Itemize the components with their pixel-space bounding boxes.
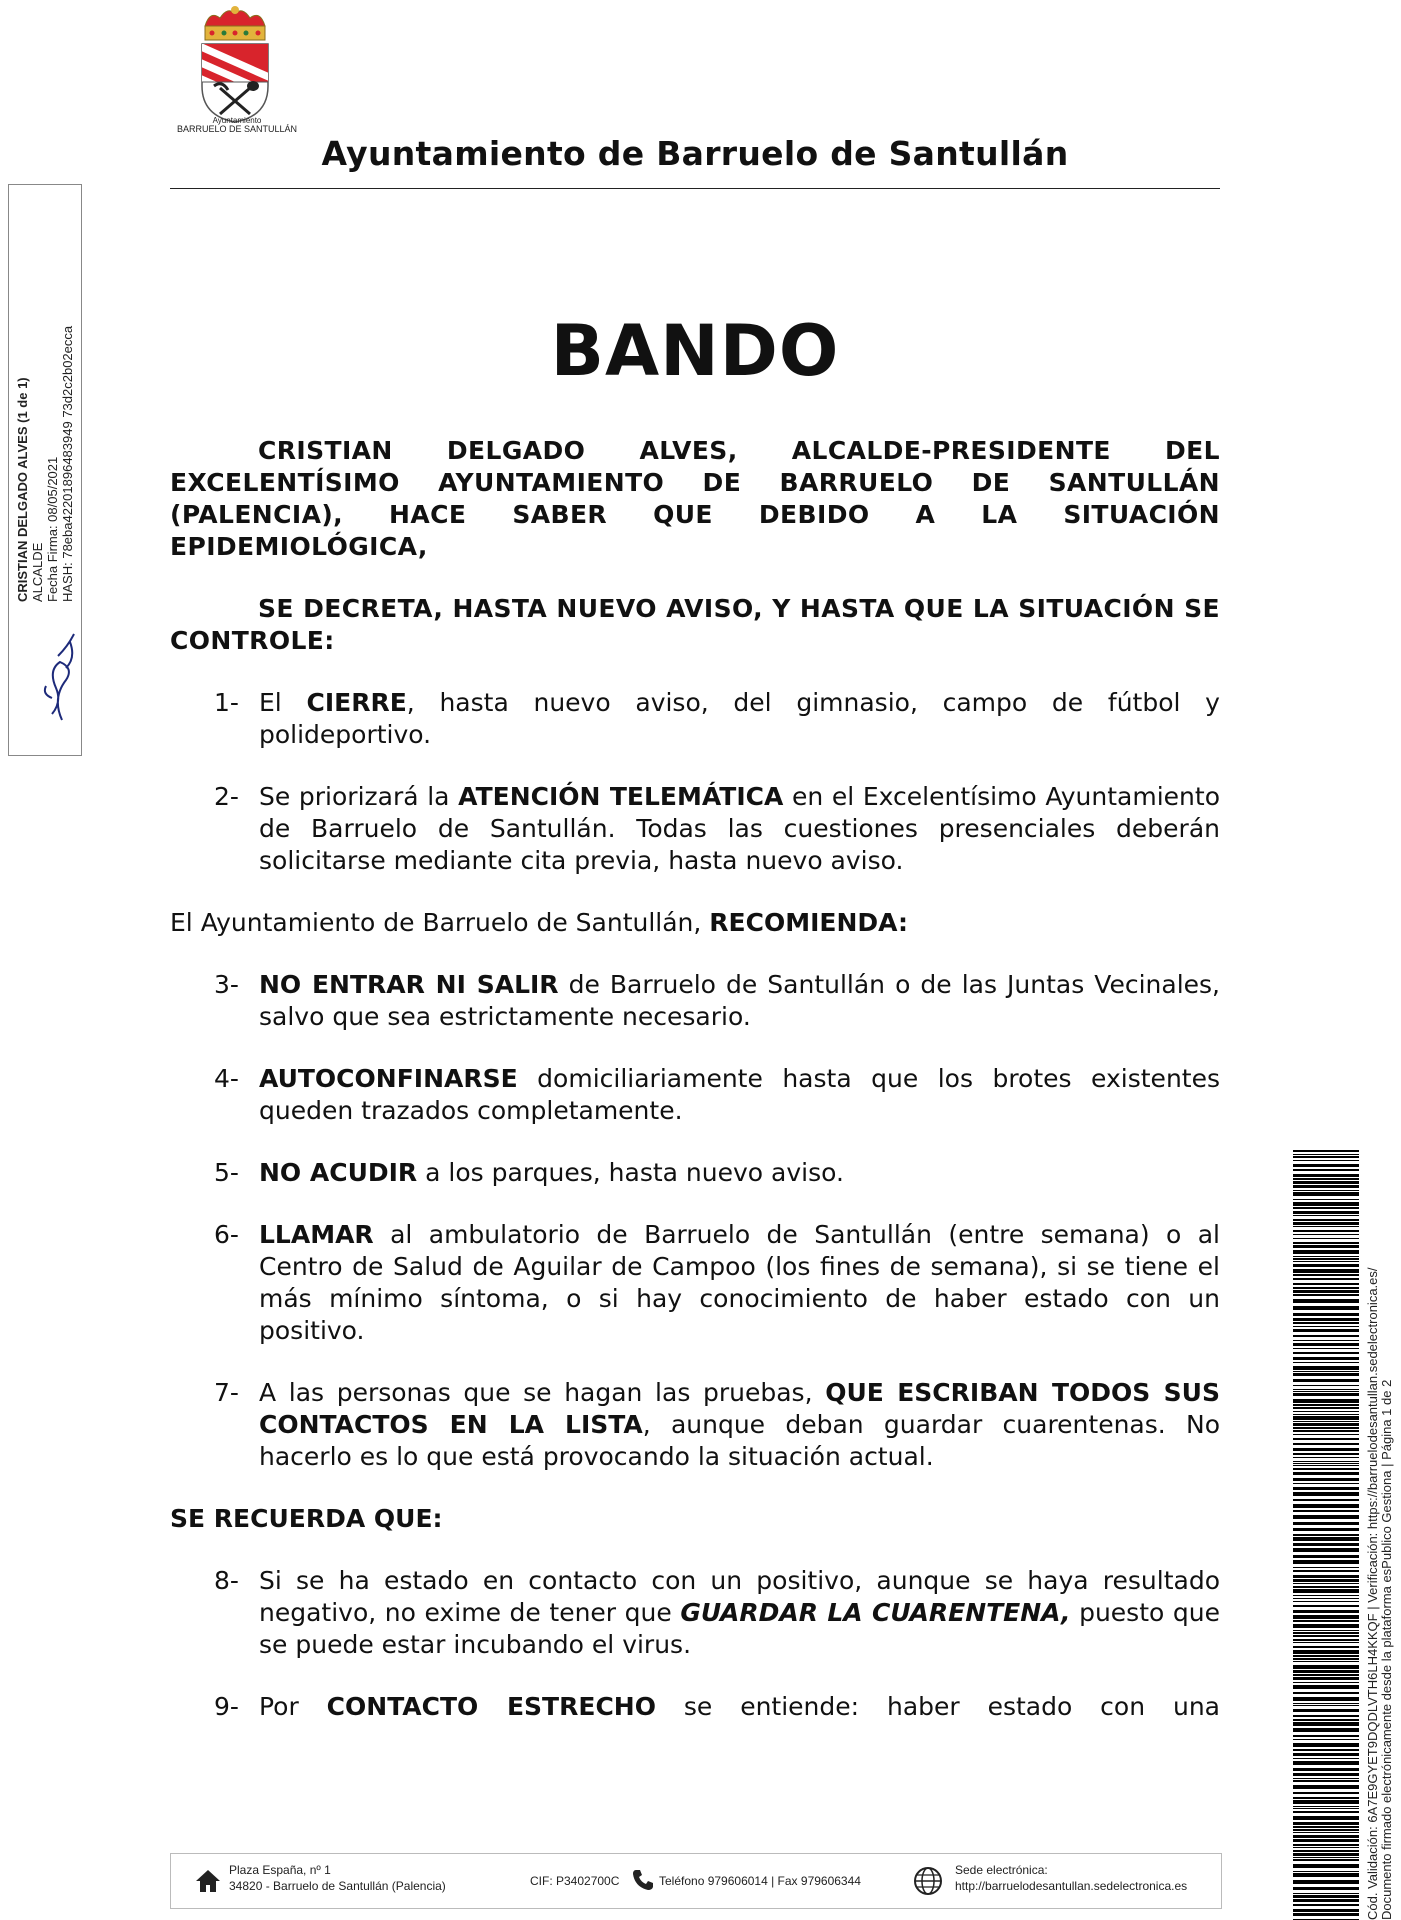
item-number: 8- xyxy=(214,1566,239,1595)
barcode-bar xyxy=(1293,1650,1359,1654)
barcode-bar xyxy=(1293,1685,1359,1689)
barcode-bar xyxy=(1293,1261,1359,1262)
sede-url[interactable]: http://barruelodesantullan.sedelectronica.es xyxy=(955,1879,1188,1893)
barcode-bar xyxy=(1293,1219,1359,1221)
item-number: 1- xyxy=(214,688,239,717)
barcode-bar xyxy=(1293,1421,1359,1422)
barcode-bar xyxy=(1293,1430,1359,1432)
recommend-list xyxy=(170,969,1220,1473)
barcode-bar xyxy=(1293,1811,1359,1813)
barcode-bar xyxy=(1293,1661,1359,1662)
barcode-bar xyxy=(1293,1665,1359,1669)
barcode-bar xyxy=(1293,1808,1359,1809)
barcode-bar xyxy=(1293,1893,1359,1894)
item-emphasis: NO ENTRAR NI SALIR xyxy=(259,970,559,999)
barcode-bar xyxy=(1293,1575,1359,1578)
barcode-bar xyxy=(1293,1222,1359,1225)
barcode-bar xyxy=(1293,1245,1359,1248)
barcode-bar xyxy=(1293,1570,1359,1572)
barcode-bar xyxy=(1293,1510,1359,1512)
footer-address xyxy=(229,1862,446,1894)
sede-label: Sede electrónica: xyxy=(955,1863,1048,1877)
barcode-bar xyxy=(1293,1414,1359,1415)
list-item xyxy=(170,1691,1220,1723)
barcode-bar xyxy=(1293,1199,1359,1200)
item-text: a los parques, hasta nuevo aviso. xyxy=(417,1158,844,1187)
item-text: Se priorizará la xyxy=(259,782,459,811)
barcode-bar xyxy=(1293,1393,1359,1396)
item-text: en el Excelentísimo Ayuntamiento de Barruelo de Santullán. Todas las cuestiones presenciales deberán solicitarse mediante cita previa, hasta nuevo aviso. xyxy=(259,782,1220,875)
barcode-bar xyxy=(1293,1343,1359,1346)
handwritten-signature xyxy=(22,628,92,728)
item-emphasis: GUARDAR LA CUARENTENA, xyxy=(680,1598,1071,1627)
signature-date: Fecha Firma: 08/05/2021 xyxy=(45,456,60,602)
barcode-bar xyxy=(1293,1250,1359,1254)
barcode-bar xyxy=(1293,1329,1359,1332)
item-emphasis: ATENCIÓN TELEMÁTICA xyxy=(458,782,784,811)
barcode-bar xyxy=(1293,1487,1359,1490)
barcode-bar xyxy=(1293,1904,1359,1906)
barcode-bar xyxy=(1293,1887,1359,1890)
barcode-bar xyxy=(1293,1357,1359,1360)
barcode-bar xyxy=(1293,1411,1359,1412)
barcode-bar xyxy=(1293,1703,1359,1704)
barcode-bar xyxy=(1293,1560,1359,1564)
barcode-bar xyxy=(1293,1548,1359,1552)
barcode-bar xyxy=(1293,1174,1359,1177)
barcode-bar xyxy=(1293,1522,1359,1525)
item-emphasis: CONTACTO ESTRECHO xyxy=(326,1692,656,1721)
barcode-bar xyxy=(1293,1322,1359,1324)
barcode-bar xyxy=(1293,1256,1359,1257)
barcode-bar xyxy=(1293,1335,1359,1337)
item-number: 2- xyxy=(214,782,239,811)
barcode-bar xyxy=(1293,1909,1359,1912)
address-line2: 34820 - Barruelo de Santullán (Palencia) xyxy=(229,1879,446,1893)
phone-icon xyxy=(631,1868,655,1892)
barcode-bar xyxy=(1293,1758,1359,1759)
barcode-bar xyxy=(1293,1283,1359,1285)
recommend-paragraph xyxy=(170,907,1220,939)
barcode-bar xyxy=(1293,1453,1359,1455)
barcode-bar xyxy=(1293,1242,1359,1244)
barcode-bar xyxy=(1293,1385,1359,1386)
barcode-bar xyxy=(1293,1635,1359,1637)
barcode-bar xyxy=(1293,1448,1359,1451)
barcode-bar xyxy=(1293,1579,1359,1582)
barcode-bar xyxy=(1293,1583,1359,1584)
item-number: 3- xyxy=(214,970,239,999)
barcode-bar xyxy=(1293,1443,1359,1445)
barcode-bar xyxy=(1293,1226,1359,1227)
barcode-bar xyxy=(1293,1348,1359,1349)
barcode-bar xyxy=(1293,1792,1359,1794)
barcode-bar xyxy=(1293,1202,1359,1206)
signature-hash: HASH: 78eba42201896483949 73d2c2b02ecca xyxy=(60,325,75,602)
barcode-bar xyxy=(1293,1853,1359,1856)
barcode-bar xyxy=(1293,1844,1359,1846)
barcode-bar xyxy=(1293,1391,1359,1392)
validation-text xyxy=(1366,1160,1394,1920)
page-footer xyxy=(170,1853,1222,1909)
barcode-bar xyxy=(1293,1773,1359,1776)
barcode-bar xyxy=(1293,1735,1359,1737)
barcode-bar xyxy=(1293,1682,1359,1683)
barcode-bar xyxy=(1293,1632,1359,1634)
barcode-bar xyxy=(1293,1438,1359,1440)
barcode-bar xyxy=(1293,1515,1359,1519)
item-text: domiciliariamente hasta que los brotes existentes queden trazados completamente. xyxy=(259,1064,1220,1125)
barcode-bar xyxy=(1293,1697,1359,1701)
barcode-bar xyxy=(1293,1472,1359,1475)
barcode-bar xyxy=(1293,1192,1359,1196)
list-item xyxy=(170,1157,1220,1189)
barcode-bar xyxy=(1293,1423,1359,1426)
barcode-bar xyxy=(1293,1215,1359,1216)
barcode-bar xyxy=(1293,1595,1359,1596)
barcode-bar xyxy=(1293,1615,1359,1619)
barcode-bar xyxy=(1293,1379,1359,1382)
barcode-bar xyxy=(1293,1407,1359,1409)
barcode-bar xyxy=(1293,1859,1359,1861)
barcode-bar xyxy=(1293,1797,1359,1799)
barcode-bar xyxy=(1293,1715,1359,1717)
barcode-bar xyxy=(1293,1185,1359,1188)
address-line1: Plaza España, nº 1 xyxy=(229,1863,331,1877)
decree-list xyxy=(170,687,1220,877)
signature-stamp-text xyxy=(15,282,75,602)
barcode-bar xyxy=(1293,1169,1359,1171)
barcode-bar xyxy=(1293,1313,1359,1316)
recommend-text: El Ayuntamiento de Barruelo de Santullán, xyxy=(170,908,710,937)
barcode-bar xyxy=(1293,1274,1359,1276)
barcode-bar xyxy=(1293,1832,1359,1833)
barcode-bar xyxy=(1293,1780,1359,1782)
barcode-bar xyxy=(1293,1373,1359,1376)
item-number: 6- xyxy=(214,1220,239,1249)
barcode-bar xyxy=(1293,1624,1359,1628)
barcode-bar xyxy=(1293,1753,1359,1756)
footer-sede xyxy=(955,1862,1187,1894)
barcode-bar xyxy=(1293,1658,1359,1660)
item-text: al ambulatorio de Barruelo de Santullán (entre semana) o al Centro de Salud de Aguilar de Campoo (los fines de semana), si se tiene el más mínimo síntoma, o si hay conocimiento de haber estado con un positivo. xyxy=(259,1220,1220,1345)
barcode-bar xyxy=(1293,1778,1359,1779)
remember-heading: SE RECUERDA QUE: xyxy=(170,1504,443,1533)
barcode-bar xyxy=(1293,1567,1359,1568)
item-number: 7- xyxy=(214,1378,239,1407)
signer-role: ALCALDE xyxy=(30,542,45,602)
barcode-bar xyxy=(1293,1857,1359,1858)
barcode-bar xyxy=(1293,1404,1359,1406)
barcode-bar xyxy=(1293,1722,1359,1726)
list-item xyxy=(170,969,1220,1033)
barcode-bar xyxy=(1293,1785,1359,1789)
item-text: se entiende: haber estado con una xyxy=(655,1692,1220,1721)
list-item xyxy=(170,687,1220,751)
barcode-bar xyxy=(1293,1150,1359,1152)
item-emphasis: AUTOCONFINARSE xyxy=(259,1064,518,1093)
footer-cif: CIF: P3402700C xyxy=(530,1874,620,1888)
crest-caption xyxy=(168,116,306,134)
barcode-bar xyxy=(1293,1264,1359,1267)
barcode-bar xyxy=(1293,1362,1359,1363)
barcode-bar xyxy=(1293,1156,1359,1158)
barcode-bar xyxy=(1293,1589,1359,1593)
barcode-bar xyxy=(1293,1601,1359,1602)
barcode-bar xyxy=(1293,1839,1359,1842)
barcode-bar xyxy=(1293,1610,1359,1613)
crest-caption-line2: BARRUELO DE SANTULLÁN xyxy=(176,124,298,134)
barcode-bar xyxy=(1293,1537,1359,1541)
list-item xyxy=(170,1565,1220,1661)
barcode-bar xyxy=(1293,1164,1359,1167)
barcode-bar xyxy=(1293,1850,1359,1852)
barcode-bar xyxy=(1293,1366,1359,1370)
barcode-bar xyxy=(1293,1761,1359,1765)
signer-name: CRISTIAN DELGADO ALVES (1 de 1) xyxy=(15,377,30,602)
barcode-bar xyxy=(1293,1478,1359,1481)
barcode-bar xyxy=(1293,1492,1359,1496)
barcode-bar xyxy=(1293,1743,1359,1747)
barcode-bar xyxy=(1293,1598,1359,1599)
barcode-bar xyxy=(1293,1692,1359,1694)
barcode-bar xyxy=(1293,1749,1359,1751)
barcode-bar xyxy=(1293,1238,1359,1239)
barcode-bar xyxy=(1293,1258,1359,1260)
home-icon xyxy=(195,1868,221,1894)
barcode-bar xyxy=(1293,1318,1359,1321)
barcode-bar xyxy=(1293,1352,1359,1354)
barcode-bar xyxy=(1293,1287,1359,1289)
barcode-bar xyxy=(1293,1468,1359,1470)
barcode-bar xyxy=(1293,1371,1359,1372)
barcode-bar xyxy=(1293,1299,1359,1303)
barcode-bar xyxy=(1293,1816,1359,1820)
crest-caption-line1: Ayuntamiento xyxy=(212,116,262,125)
barcode-bar xyxy=(1293,1326,1359,1327)
footer-phone: Teléfono 979606014 | Fax 979606344 xyxy=(659,1874,861,1888)
barcode-bar xyxy=(1293,1555,1359,1558)
barcode-bar xyxy=(1293,1340,1359,1341)
barcode-bar xyxy=(1293,1768,1359,1771)
remember-list xyxy=(170,1565,1220,1723)
barcode-bar xyxy=(1293,1826,1359,1828)
barcode-bar xyxy=(1293,1630,1359,1631)
recommend-emphasis: RECOMIENDA: xyxy=(709,908,908,937)
item-emphasis: QUE ESCRIBAN TODOS SUS CONTACTOS EN LA LISTA xyxy=(259,1378,1220,1439)
barcode-bar xyxy=(1293,1822,1359,1825)
validation-line1: Cód. Validación: 6A7E9GYET9DQDLVTH6LH4KKQF | Verificación: https://barruelodesantullan.sedelectronica.es/ xyxy=(1365,1267,1380,1920)
barcode-bar xyxy=(1293,1709,1359,1712)
list-item xyxy=(170,1219,1220,1347)
barcode-bar xyxy=(1293,1620,1359,1622)
barcode-bar xyxy=(1293,1806,1359,1807)
barcode-bar xyxy=(1293,1646,1359,1648)
document-title: BANDO xyxy=(550,310,840,392)
item-text: Por xyxy=(259,1692,327,1721)
barcode-bar xyxy=(1293,1160,1359,1161)
barcode-bar xyxy=(1293,1899,1359,1902)
barcode-bar xyxy=(1293,1154,1359,1155)
barcode-bar xyxy=(1293,1655,1359,1657)
item-text: El xyxy=(259,688,307,717)
barcode-bar xyxy=(1293,1873,1359,1877)
barcode xyxy=(1293,1150,1359,1920)
barcode-bar xyxy=(1293,1705,1359,1706)
barcode-bar xyxy=(1293,1719,1359,1721)
barcode-bar xyxy=(1293,1389,1359,1390)
barcode-bar xyxy=(1293,1483,1359,1484)
barcode-bar xyxy=(1293,1739,1359,1740)
barcode-bar xyxy=(1293,1465,1359,1466)
barcode-bar xyxy=(1293,1800,1359,1804)
barcode-bar xyxy=(1293,1211,1359,1214)
barcode-bar xyxy=(1293,1895,1359,1898)
barcode-bar xyxy=(1293,1461,1359,1462)
barcode-bar xyxy=(1293,1294,1359,1296)
item-text: , aunque deban guardar cuarentenas. No hacerlo es lo que está provocando la situación actual. xyxy=(259,1410,1220,1471)
item-text: puesto que se puede estar incubando el virus. xyxy=(259,1598,1220,1659)
barcode-bar xyxy=(1293,1190,1359,1191)
barcode-bar xyxy=(1293,1178,1359,1180)
list-item xyxy=(170,1063,1220,1127)
item-emphasis: LLAMAR xyxy=(259,1220,374,1249)
barcode-bar xyxy=(1293,1586,1359,1588)
barcode-bar xyxy=(1293,1670,1359,1673)
barcode-bar xyxy=(1293,1829,1359,1831)
barcode-bar xyxy=(1293,1207,1359,1209)
header-divider xyxy=(170,188,1220,189)
document-body xyxy=(170,435,1220,1723)
list-item xyxy=(170,781,1220,877)
globe-icon xyxy=(913,1866,943,1896)
item-text: A las personas que se hagan las pruebas, xyxy=(259,1378,826,1407)
item-number: 5- xyxy=(214,1158,239,1187)
barcode-bar xyxy=(1293,1913,1359,1916)
barcode-bar xyxy=(1293,1306,1359,1310)
barcode-bar xyxy=(1293,1230,1359,1232)
barcode-bar xyxy=(1293,1278,1359,1280)
barcode-bar xyxy=(1293,1504,1359,1508)
item-text: de Barruelo de Santullán o de las Juntas Vecinales, salvo que sea estrictamente necesario. xyxy=(259,970,1220,1031)
barcode-bar xyxy=(1293,1528,1359,1531)
barcode-bar xyxy=(1293,1181,1359,1184)
barcode-bar xyxy=(1293,1642,1359,1643)
list-item xyxy=(170,1377,1220,1473)
barcode-bar xyxy=(1293,1677,1359,1680)
barcode-bar xyxy=(1293,1605,1359,1607)
barcode-bar xyxy=(1293,1399,1359,1403)
barcode-bar xyxy=(1293,1871,1359,1872)
item-emphasis: NO ACUDIR xyxy=(259,1158,418,1187)
barcode-bar xyxy=(1293,1543,1359,1546)
barcode-bar xyxy=(1293,1416,1359,1420)
barcode-bar xyxy=(1293,1639,1359,1641)
decree-paragraph: SE DECRETA, HASTA NUEVO AVISO, Y HASTA QUE LA SITUACIÓN SE CONTROLE: xyxy=(170,594,1220,655)
barcode-bar xyxy=(1293,1434,1359,1435)
barcode-bar xyxy=(1293,1674,1359,1676)
barcode-bar xyxy=(1293,1880,1359,1884)
barcode-bar xyxy=(1293,1728,1359,1732)
barcode-bar xyxy=(1293,1457,1359,1458)
validation-line2: Documento firmado electrónicamente desde la plataforma esPublico Gestiona | Página 1 de 2 xyxy=(1379,1379,1394,1920)
barcode-bar xyxy=(1293,1463,1359,1464)
barcode-bar xyxy=(1293,1269,1359,1273)
barcode-bar xyxy=(1293,1847,1359,1848)
municipality-title: Ayuntamiento de Barruelo de Santullán xyxy=(321,134,1069,173)
intro-paragraph: CRISTIAN DELGADO ALVES, ALCALDE-PRESIDENTE DEL EXCELENTÍSIMO AYUNTAMIENTO DE BARRUELO DE SANTULLÁN (PALENCIA), HACE SABER QUE DEBIDO A LA SITUACIÓN EPIDEMIOLÓGICA, xyxy=(170,436,1220,561)
barcode-bar xyxy=(1293,1234,1359,1235)
barcode-bar xyxy=(1293,1499,1359,1501)
barcode-bar xyxy=(1293,1427,1359,1429)
item-number: 4- xyxy=(214,1064,239,1093)
item-text: , hasta nuevo aviso, del gimnasio, campo de fútbol y polideportivo. xyxy=(259,688,1220,749)
item-emphasis: CIERRE xyxy=(306,688,407,717)
barcode-bar xyxy=(1293,1864,1359,1868)
barcode-bar xyxy=(1293,1290,1359,1293)
barcode-bar xyxy=(1293,1835,1359,1838)
item-number: 9- xyxy=(214,1692,239,1721)
item-text: Si se ha estado en contacto con un positivo, aunque se haya resultado negativo, no exime de tener que xyxy=(259,1566,1220,1627)
barcode-bar xyxy=(1293,1534,1359,1536)
